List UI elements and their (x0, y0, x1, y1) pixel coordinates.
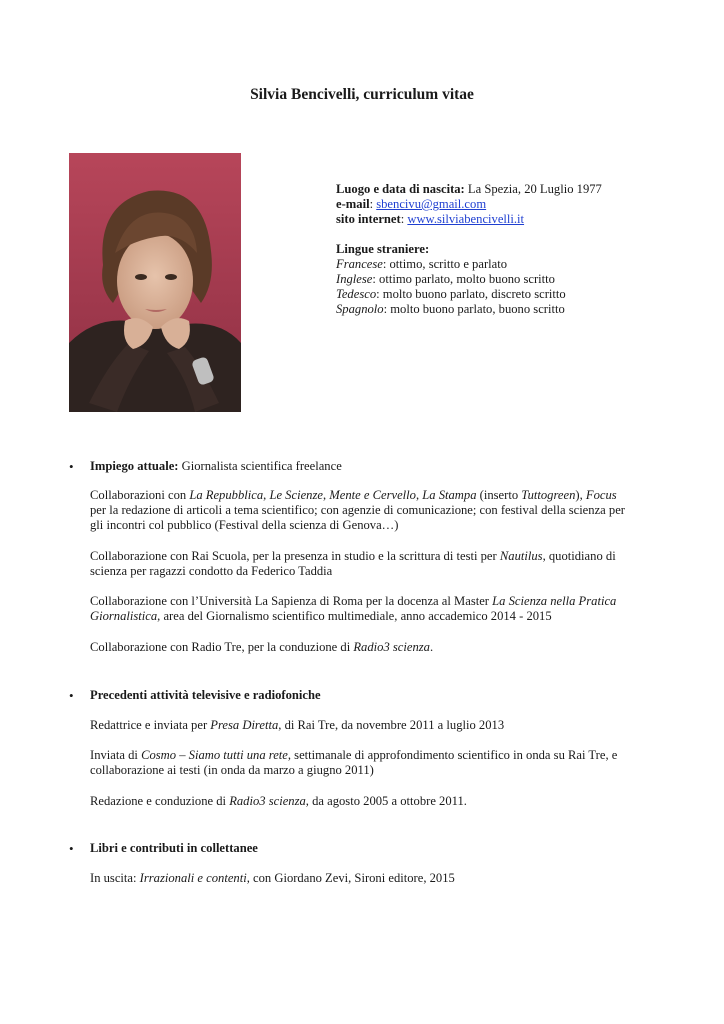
language-level: : ottimo parlato, molto buono scritto (372, 272, 555, 286)
document-title: Silvia Bencivelli, curriculum vitae (250, 86, 474, 103)
paragraph: Collaborazione con Radio Tre, per la conduzione di Radio3 scienza. (90, 640, 434, 654)
language-item (336, 302, 706, 317)
language-name: Francese (336, 257, 383, 271)
email-label: e-mail (336, 197, 370, 211)
website-link[interactable]: www.silviabencivelli.it (407, 212, 525, 226)
birth-row (336, 182, 706, 197)
personal-info (336, 182, 706, 317)
paragraph: Inviata di Cosmo – Siamo tutti una rete, settimanale di approfondimento scientifico in onda su Rai Tre, e collaborazione ai testi (in onda da marzo a giugno 2011) (90, 748, 618, 777)
language-level: : molto buono parlato, buono scritto (383, 302, 565, 316)
heading-label: Impiego attuale: (90, 459, 179, 473)
paragraph: Collaborazione con l’Università La Sapienza di Roma per la docenza al Master La Scienza nella Pratica Giornalistica, area del Giornalismo scientifico multimediale, anno accademico 2014 - 2015 (90, 594, 617, 623)
paragraph: In uscita: Irrazionali e contenti, con Giordano Zevi, Sironi editore, 2015 (90, 871, 455, 885)
language-name: Spagnolo (336, 302, 384, 316)
paragraph: Redattrice e inviata per Presa Diretta, di Rai Tre, da novembre 2011 a luglio 2013 (90, 718, 505, 732)
language-level: : ottimo, scritto e parlato (382, 257, 508, 271)
website-row: sito internet: www.silviabencivelli.it (336, 212, 525, 226)
email-row: e-mail: sbencivu@gmail.com (336, 197, 487, 211)
language-name: Tedesco (336, 287, 377, 301)
section-heading: Libri e contributi in collettanee (90, 841, 258, 855)
section-heading: Precedenti attività televisive e radiofoniche (90, 688, 321, 702)
website-label: sito internet (336, 212, 401, 226)
bullet-icon: • (69, 688, 74, 703)
section-heading (90, 459, 342, 474)
language-item (336, 257, 706, 272)
heading-value: Giornalista scientifica freelance (178, 459, 342, 473)
portrait-photo (69, 153, 241, 412)
languages-title: Lingue straniere: (336, 242, 430, 256)
bullet-icon: • (69, 841, 74, 856)
paragraph: Redazione e conduzione di Radio3 scienza, da agosto 2005 a ottobre 2011. (90, 794, 467, 808)
language-level: : molto buono parlato, discreto scritto (376, 287, 566, 301)
birth-value: La Spezia, 20 Luglio 1977 (464, 182, 602, 196)
paragraph: Collaborazioni con La Repubblica, Le Scienze, Mente e Cervello, La Stampa (inserto Tuttogreen), Focus per la redazione di articoli a tema scientifico; con agenzie di comunicazione; con festival della scienza per gli incontri col pubblico (Festival della scienza di Genova…) (90, 488, 625, 532)
paragraph: Collaborazione con Rai Scuola, per la presenza in studio e la scrittura di testi per Nautilus, quotidiano di scienza per ragazzi condotto da Federico Taddia (90, 549, 616, 578)
languages-title-row (336, 242, 706, 257)
bullet-icon: • (69, 459, 74, 474)
language-item (336, 287, 706, 302)
language-item (336, 272, 706, 287)
language-name: Inglese (336, 272, 373, 286)
email-link[interactable]: sbencivu@gmail.com (376, 197, 487, 211)
birth-label: Luogo e data di nascita: (336, 182, 465, 196)
